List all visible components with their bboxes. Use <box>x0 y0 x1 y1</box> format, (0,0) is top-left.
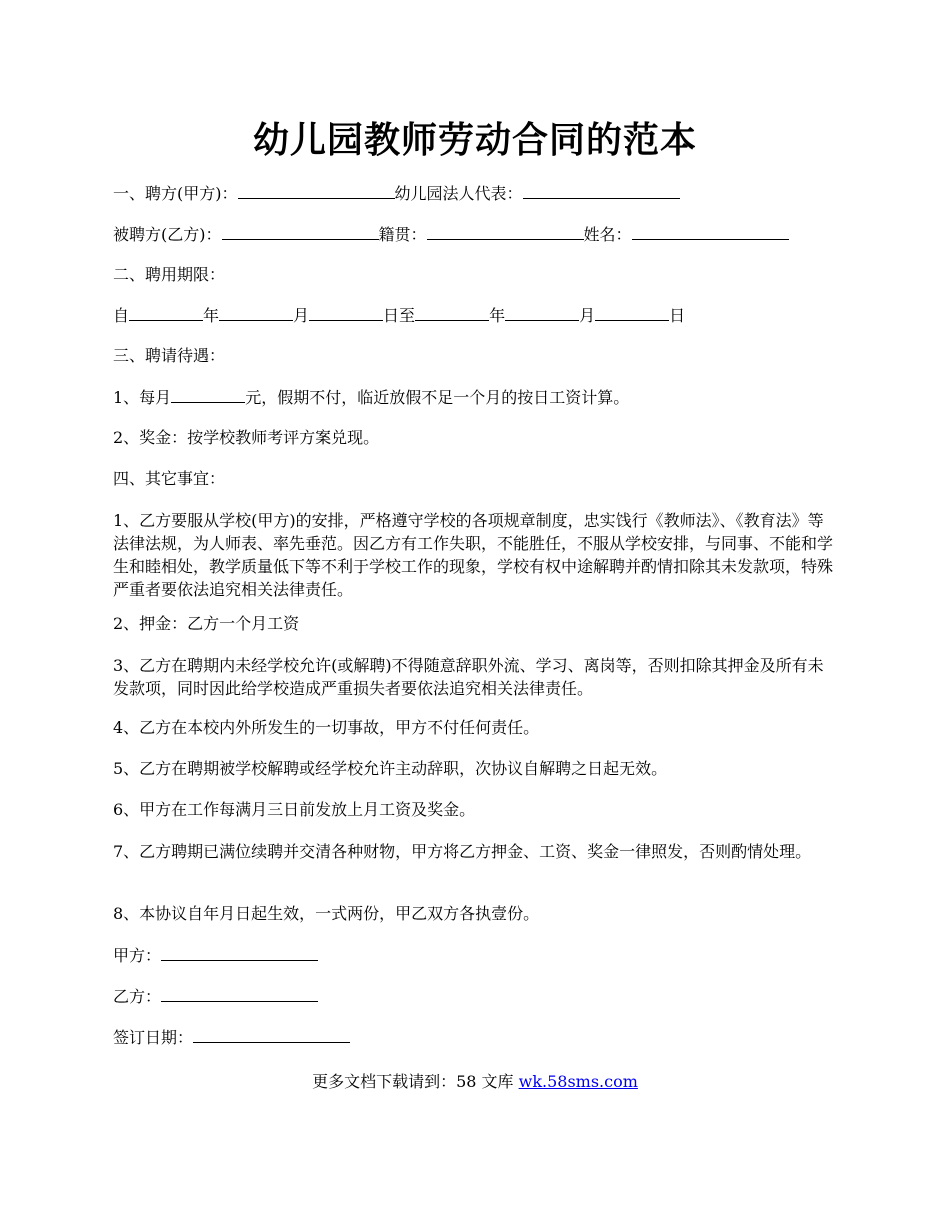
end-year-blank <box>415 304 489 321</box>
month-label: 月 <box>293 306 310 325</box>
other-clause-6: 6、甲方在工作每满月三日前发放上月工资及奖金。 <box>113 800 476 819</box>
day-to-label: 日至 <box>383 306 416 325</box>
other-clause-4: 4、乙方在本校内外所发生的一切事故，甲方不付任何责任。 <box>113 718 540 737</box>
salary-blank <box>171 386 245 403</box>
term-dates-line <box>113 304 685 327</box>
footer <box>0 1069 950 1092</box>
pay-clause-1 <box>113 386 629 409</box>
other-clause-5: 5、乙方在聘期被学校解聘或经学校允许主动辞职，次协议自解聘之日起无效。 <box>113 759 668 778</box>
end-month-blank <box>505 304 579 321</box>
start-year-blank <box>129 304 203 321</box>
month-label-2: 月 <box>579 306 596 325</box>
employee-line <box>113 223 789 246</box>
sign-date-line <box>113 1026 350 1049</box>
other-clause-3: 3、乙方在聘期内未经学校允许(或解聘)不得随意辞职外流、学习、离岗等，否则扣除其押金及所有未发款项，同时因此给学校造成严重损失者要依法追究相关法律责任。 <box>113 656 824 698</box>
employee-label: 被聘方(乙方)： <box>113 225 222 244</box>
employer-label: 一、聘方(甲方)： <box>113 184 238 203</box>
other-clause-2: 2、押金：乙方一个月工资 <box>113 614 300 633</box>
from-label: 自 <box>113 306 130 325</box>
document-title: 幼儿园教师劳动合同的范本 <box>252 119 697 161</box>
section-pay-heading: 三、聘请待遇： <box>113 346 226 365</box>
party-a-sign-line <box>113 944 318 967</box>
year-label: 年 <box>203 306 220 325</box>
native-place-label: 籍贯： <box>378 225 427 244</box>
employer-blank <box>238 182 395 199</box>
party-a-blank <box>161 944 318 961</box>
name-blank <box>632 223 789 240</box>
party-b-label: 乙方： <box>113 987 162 1006</box>
section-term-heading: 二、聘用期限： <box>113 265 226 284</box>
footer-text: 更多文档下载请到：58 文库 <box>312 1072 519 1091</box>
legal-rep-blank <box>523 182 680 199</box>
other-clause-1: 1、乙方要服从学校(甲方)的安排，严格遵守学校的各项规章制度，忠实饯行《教师法》、《教育法》等法律法规，为人师表、率先垂范。因乙方有工作失职，不能胜任，不服从学校安排，与同事、不能和学生和睦相处，教学质量低下等不利于学校工作的现象，学校有权中途解聘并酌情扣除其未发款项，特殊严重者要依法追究相关法律责任。 <box>113 511 834 599</box>
party-b-sign-line <box>113 985 318 1008</box>
employer-line <box>113 182 680 205</box>
native-place-blank <box>427 223 584 240</box>
legal-rep-label: 幼儿园法人代表： <box>394 184 523 203</box>
year-label-2: 年 <box>489 306 506 325</box>
other-clause-8: 8、本协议自年月日起生效，一式两份，甲乙双方各执壹份。 <box>113 904 540 923</box>
other-clause-7: 7、乙方聘期已满位续聘并交清各种财物，甲方将乙方押金、工资、奖金一律照发，否则酌情处理。 <box>113 842 812 861</box>
day-label: 日 <box>669 306 686 325</box>
party-a-label: 甲方： <box>113 946 162 965</box>
sign-date-label: 签订日期： <box>113 1028 194 1047</box>
start-month-blank <box>219 304 293 321</box>
employee-blank <box>222 223 379 240</box>
section-other-heading: 四、其它事宜： <box>113 469 226 488</box>
end-day-blank <box>595 304 669 321</box>
monthly-label: 1、每月 <box>113 388 172 407</box>
party-b-blank <box>161 985 318 1002</box>
footer-link[interactable]: wk.58sms.com <box>518 1072 638 1091</box>
start-day-blank <box>309 304 383 321</box>
sign-date-blank <box>193 1026 350 1043</box>
pay-clause-2: 2、奖金：按学校教师考评方案兑现。 <box>113 428 380 447</box>
name-label: 姓名： <box>583 225 632 244</box>
pay-clause-1-text: 元，假期不付，临近放假不足一个月的按日工资计算。 <box>245 388 630 407</box>
